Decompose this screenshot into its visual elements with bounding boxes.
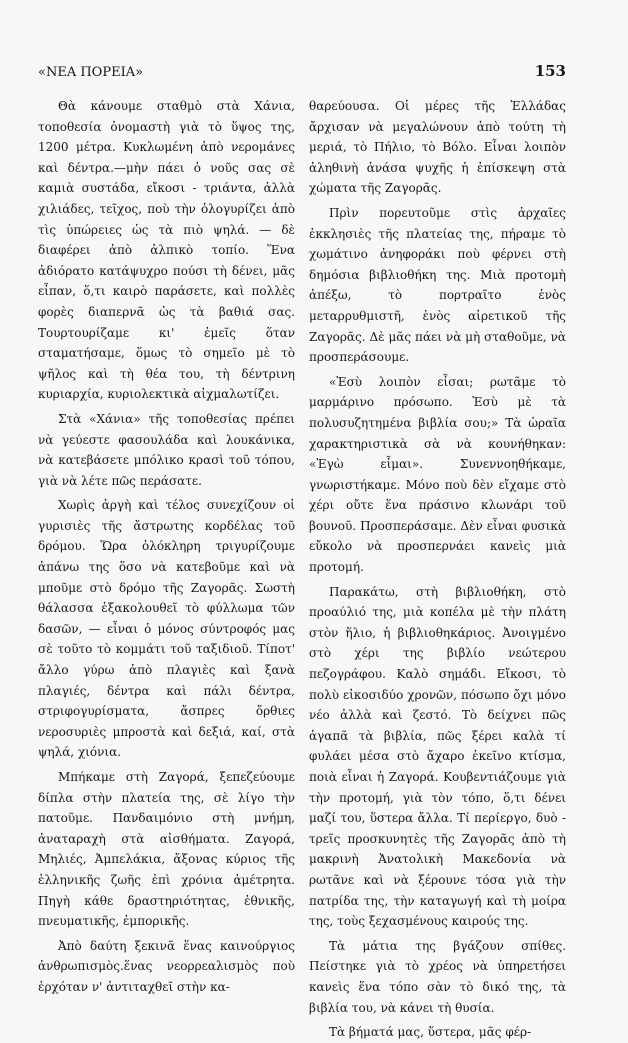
right-column xyxy=(309,96,566,1040)
paragraph-continued: θαρεύουσα. Οἱ μέρες τῆς Ἑλλάδας ἄρχισαν νὰ μεγαλώνουν ἀπὸ τούτη τὴ μεριά, τὸ Πήλιο, τὸ Βόλο. Εἶναι λοιπὸν ἀληθινὴ ἀνάσα ψυχῆς ἡ ἐπίσκεψη στὰ χώματα τῆς Ζαγορᾶς. xyxy=(309,99,566,196)
left-column xyxy=(38,96,295,996)
paragraph: Πρὶν πορευτοῦμε στὶς ἀρχαῖες ἐκκλησιὲς τῆς πλατείας της, πήραμε τὸ χωμάτινο ἀνηφοράκι ποὺ φέρνει στὴ δημόσια βιβλιοθήκη της. Μιὰ προτομὴ ἀπέξω, τὸ πορτραῖτο ἑνὸς μεταρρυθμιστῆ, ἑνὸς αἱρετικοῦ τῆς Ζαγορᾶς. Δὲ μᾶς πάει νὰ μὴ σταθοῦμε, νὰ προσπεράσουμε. xyxy=(309,205,566,365)
paragraph: Θὰ κάνουμε σταθμὸ στὰ Χάνια, τοποθεσία ὀνομαστὴ γιὰ τὸ ὕψος της, 1200 μέτρα. Κυκλωμένη ἀπὸ νερομάνες καὶ δέντρα.—μὴν πάει ὁ νοῦς σας σὲ καμιὰ συστάδα, εἴκοσι - τριάντα, ἀλλὰ χιλιάδες, τεῖχος, ποὺ τὴν ὁλογυρίζει ἀπὸ τὶς ὑπώρειες ὡς τὰ πιὸ ψηλά. — δὲ διαφέρει ἀπὸ ἀλπικὸ τοπίο. Ἕνα ἀδιόρατο κατάψυχρο πούσι τὴ δένει, μᾶς εἶπαν, ὅ,τι καιρὸ παράσετε, καὶ πολλὲς φορὲς διαπερνᾶ ὡς τὰ βαθιά σας. Τουρτουρίζαμε κι' ἐμεῖς ὅταν σταματήσαμε, ὅμως τὸ σημεῖο μὲ τὸ ψῆλος καὶ τὴ θέα του, τὴ δέντρινη κυριαρχία, κυριολεκτικὰ αἰχμαλωτίζει. xyxy=(38,99,295,402)
paragraph: Χωρὶς ἀργὴ καὶ τέλος συνεχίζουν οἱ γυρισιὲς τῆς ἄστρωτης κορδέλας τοῦ δρόμου. Ὥρα ὁλόκληρη τριγυρίζουμε ἀπάνω της ὅσο νὰ κατεβοῦμε καὶ νὰ μποῦμε στὸ δρόμο τῆς Ζαγορᾶς. Σωστὴ θάλασσα ἐξακολουθεῖ τὸ φύλλωμα τῶν δασῶν, — εἶναι ὁ μόνος σύντροφός μας σὲ τοῦτο τὸ κομμάτι τοῦ ταξιδιοῦ. Τίποτ' ἄλλο γύρω ἀπὸ πλαγιὲς καὶ ξανὰ πλαγιές, δέντρα καὶ πάλι δέντρα, στριφογυρίσματα, ἄσπρες ὄρθιες νεροσυριὲς μπροστὰ καὶ δεξιά, καί, στὰ ψηλά, χιόνια. xyxy=(38,498,295,760)
running-header xyxy=(38,62,566,80)
text-columns xyxy=(38,96,566,1040)
paragraph: Τὰ βήματά μας, ὕστερα, μᾶς φέρ- xyxy=(329,1025,532,1040)
paragraph: Ἀπὸ δαύτη ξεκινᾶ ἕνας καινούργιος ἀνθρωπισμὸς.ἕνας νεορρεαλισμὸς ποὺ ἐρχόταν ν' ἀντιταχθεῖ στὴν κα- xyxy=(38,938,295,994)
paragraph: Τὰ μάτια της βγάζουν σπίθες. Πείστηκε γιὰ τὸ χρέος νὰ ὑπηρετήσει κανεὶς ἕνα τόπο σὰν τὸ δικό της, τὰ βιβλία του, νὰ κάνει τὴ θυσία. xyxy=(309,938,566,1015)
running-title: «ΝΕΑ ΠΟΡΕΙΑ» xyxy=(38,65,144,80)
paragraph: Στὰ «Χάνια» τῆς τοποθεσίας πρέπει νὰ γεύεστε φασουλάδα καὶ λουκάνικα, νὰ κατεβάσετε μπόλικο κρασὶ τοῦ τόπου, γιὰ νὰ λέτε πῶς περάσατε. xyxy=(38,411,295,488)
paragraph: «Ἐσὺ λοιπὸν εἶσαι; ρωτᾶμε τὸ μαρμάρινο πρόσωπο. Ἐσὺ μὲ τὰ πολυσυζητημένα βιβλία σου;» Τὰ ὡραῖα χαρακτηριστικὰ σὰ νὰ κουνήθηκαν: «Ἐγὼ εἶμαι». Συνεννοηθήκαμε, γνωριστήκαμε. Μόνο ποὺ δὲν εἴχαμε στὸ χέρι οὔτε ἕνα πράσινο κλωνάρι τοῦ βουνοῦ. Προσπεράσαμε. Δὲν εἶναι φυσικὰ εὔκολο νὰ προσπερνάει κανεὶς μιὰ προτομή. xyxy=(309,374,566,575)
paragraph: Παρακάτω, στὴ βιβλιοθήκη, στὸ προαύλιό της, μιὰ κοπέλα μὲ τὴν πλάτη στὸν ἥλιο, ἡ βιβλιοθηκάριος. Ἀνοιγμένο στὸ χέρι της βιβλίο νεώτερου πεζογράφου. Καλὸ σημάδι. Εἴκοσι, τὸ πολὺ εἰκοσιδύο χρονῶν, πόσωπο ὄχι μόνο νέο ἀλλὰ καὶ ζεστό. Τὸ δείχνει πῶς ἀγαπᾶ τὰ βιβλία, πῶς ξέρει καλὰ τί φυλάει μέσα στὸ ἄχαρο ἐκεῖνο κτίσμα, ποιὰ εἶναι ἡ Ζαγορά. Κουβεντιάζουμε γιὰ τὴν προτομή, γιὰ τὸν τόπο, ὅ,τι δένει μαζί του, ὕστερα ἄλλα. Τί περίεργο, δυὸ - τρεῖς προσκυνητὲς τῆς Ζαγορᾶς ἀπὸ τὴ μακρινὴ Ἀνατολικὴ Μακεδονία νὰ ρωτᾶνε καὶ νὰ ξέρουνε τόσα γιὰ τὴν πατρίδα της, τὴν καταγωγή καὶ τὴ μοίρα της, τοὺς ξεχασμένους καιρούς της. xyxy=(309,584,566,929)
page-number: 153 xyxy=(534,62,566,80)
paragraph: Μπήκαμε στὴ Ζαγορά, ξεπεζεύουμε δίπλα στὴν πλατεία της, σὲ λίγο τὴν πατοῦμε. Πανδαιμόνιο στὴ μνήμη, ἀναταραχὴ στὰ αἰσθήματα. Ζαγορά, Μηλιές, Ἀμπελάκια, ἄξονας κύριος τῆς ἑλληνικῆς ζωῆς ἐπὶ χρόνια ἀμέτρητα. Πηγὴ κάθε δραστηριότητας, ἐθνικῆς, πνευματικῆς, ἐμπορικῆς. xyxy=(38,770,295,929)
